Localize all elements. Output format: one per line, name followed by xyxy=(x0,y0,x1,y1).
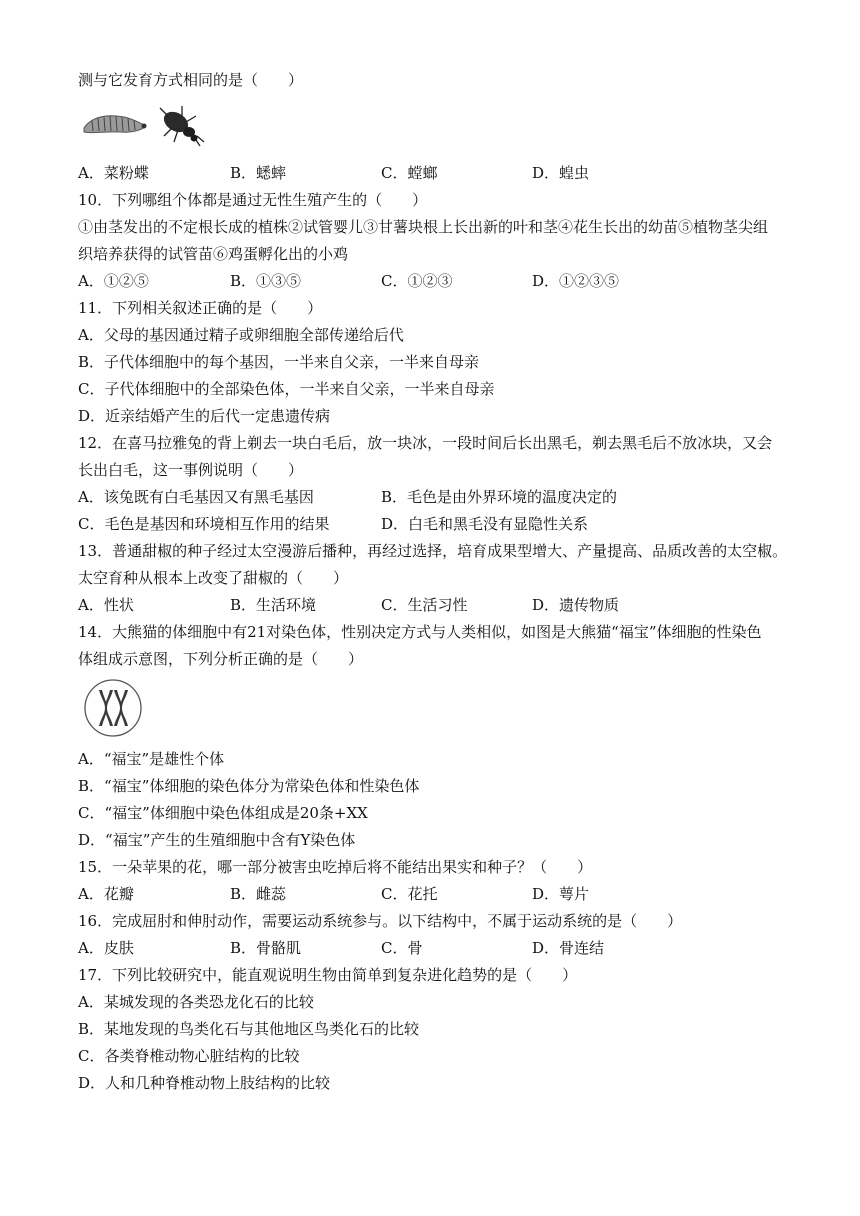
q17-stem: 17．下列比较研究中，能直观说明生物由简单到复杂进化趋势的是（ ） xyxy=(78,966,578,984)
beetle-icon xyxy=(160,106,204,146)
q13-option-a: A．性状 xyxy=(78,596,134,614)
q16-stem: 16．完成屈肘和伸肘动作，需要运动系统参与。以下结构中，不属于运动系统的是（ ） xyxy=(78,912,683,930)
q14-stem-line1: 14．大熊猫的体细胞中有21对染色体，性别决定方式与人类相似，如图是大熊猫“福宝”体细胞的性染色 xyxy=(78,623,762,641)
q14-option-a: A．“福宝”是雄性个体 xyxy=(78,750,225,768)
larva-beetle-figure xyxy=(78,102,206,148)
q10-option-d: D．①②③⑤ xyxy=(532,272,620,290)
q16-option-a: A．皮肤 xyxy=(78,939,134,957)
q11-option-c: C．子代体细胞中的全部染色体，一半来自父亲，一半来自母亲 xyxy=(78,380,495,398)
q12-stem-line1: 12．在喜马拉雅兔的背上剃去一块白毛后，放一块冰，一段时间后长出黑毛，剃去黑毛后不放冰块，又会 xyxy=(78,434,773,452)
q13-option-c: C．生活习性 xyxy=(381,596,468,614)
q12-option-b: B．毛色是由外界环境的温度决定的 xyxy=(381,488,618,506)
q10-stem: 10．下列哪组个体都是通过无性生殖产生的（ ） xyxy=(78,191,428,209)
q15-option-b: B．雌蕊 xyxy=(230,885,287,903)
q15-option-a: A．花瓣 xyxy=(78,885,134,903)
q9-option-d: D．蝗虫 xyxy=(532,164,590,182)
q9-option-c: C．螳螂 xyxy=(381,164,438,182)
q11-option-b: B．子代体细胞中的每个基因，一半来自父亲，一半来自母亲 xyxy=(78,353,480,371)
q13-option-d: D．遗传物质 xyxy=(532,596,620,614)
sex-chromosome-figure xyxy=(83,678,143,738)
chromosome-diagram xyxy=(83,678,143,738)
q14-option-c: C．“福宝”体细胞中染色体组成是20条+XX xyxy=(78,804,368,822)
q9-option-b: B．蟋蟀 xyxy=(230,164,287,182)
q13-stem-line2: 太空育种从根本上改变了甜椒的（ ） xyxy=(78,569,349,587)
q10-option-a: A．①②⑤ xyxy=(78,272,149,290)
q17-option-a: A．某城发现的各类恐龙化石的比较 xyxy=(78,993,314,1011)
q15-option-d: D．萼片 xyxy=(532,885,590,903)
q14-stem-line2: 体组成示意图，下列分析正确的是（ ） xyxy=(78,650,364,668)
q11-option-a: A．父母的基因通过精子或卵细胞全部传递给后代 xyxy=(78,326,404,344)
q12-option-a: A．该兔既有白毛基因又有黑毛基因 xyxy=(78,488,314,506)
q10-items-line1: ①由茎发出的不定根长成的植株②试管婴儿③甘薯块根上长出新的叶和茎④花生长出的幼苗⑤植物茎尖组 xyxy=(78,218,769,236)
q14-option-d: D．“福宝”产生的生殖细胞中含有Y染色体 xyxy=(78,831,356,849)
q11-option-d: D．近亲结婚产生的后代一定患遗传病 xyxy=(78,407,331,425)
q16-option-d: D．骨连结 xyxy=(532,939,605,957)
q10-option-b: B．①③⑤ xyxy=(230,272,302,290)
larva-icon xyxy=(84,116,147,133)
q17-option-c: C．各类脊椎动物心脏结构的比较 xyxy=(78,1047,300,1065)
q13-option-b: B．生活环境 xyxy=(230,596,317,614)
q15-stem: 15．一朵苹果的花，哪一部分被害虫吃掉后将不能结出果实和种子？（ ） xyxy=(78,858,593,876)
q12-option-c: C．毛色是基因和环境相互作用的结果 xyxy=(78,515,330,533)
q15-option-c: C．花托 xyxy=(381,885,438,903)
q14-option-b: B．“福宝”体细胞的染色体分为常染色体和性染色体 xyxy=(78,777,420,795)
q17-option-d: D．人和几种脊椎动物上肢结构的比较 xyxy=(78,1074,331,1092)
q10-items-line2: 织培养获得的试管苗⑥鸡蛋孵化出的小鸡 xyxy=(78,245,349,263)
q12-stem-line2: 长出白毛，这一事例说明（ ） xyxy=(78,461,304,479)
q12-option-d: D．白毛和黑毛没有显隐性关系 xyxy=(381,515,589,533)
q10-option-c: C．①②③ xyxy=(381,272,453,290)
q11-stem: 11．下列相关叙述正确的是（ ） xyxy=(78,299,323,317)
q17-option-b: B．某地发现的鸟类化石与其他地区鸟类化石的比较 xyxy=(78,1020,420,1038)
q16-option-c: C．骨 xyxy=(381,939,423,957)
insect-figure xyxy=(78,102,206,148)
q13-stem-line1: 13．普通甜椒的种子经过太空漫游后播种，再经过选择，培育成果型增大、产量提高、品质改善的太空椒。 xyxy=(78,542,788,560)
q9-stem-tail: 测与它发育方式相同的是（ ） xyxy=(78,71,304,89)
q9-option-a: A．菜粉蝶 xyxy=(78,164,149,182)
q16-option-b: B．骨骼肌 xyxy=(230,939,302,957)
